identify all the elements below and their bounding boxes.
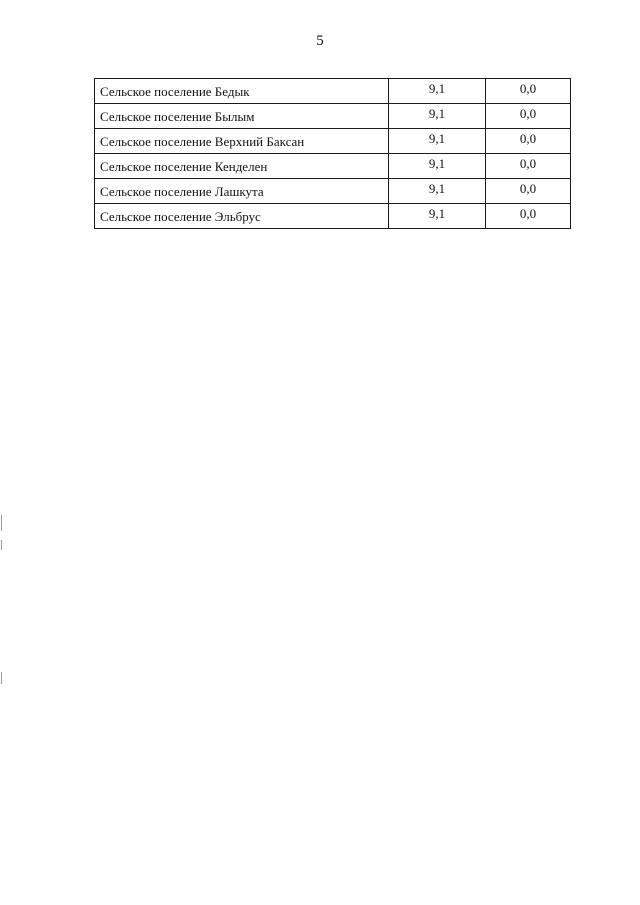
value-1-cell: 9,1 — [389, 129, 486, 154]
table-row — [95, 154, 571, 179]
scan-edge-mark — [1, 672, 2, 684]
table-row — [95, 79, 571, 104]
scan-edge-mark — [1, 515, 2, 531]
settlement-name-cell: Сельское поселение Бедык — [95, 79, 389, 104]
value-1-cell: 9,1 — [389, 104, 486, 129]
settlement-name-cell: Сельское поселение Эльбрус — [95, 204, 389, 229]
value-2-cell: 0,0 — [486, 79, 571, 104]
value-1-cell: 9,1 — [389, 179, 486, 204]
value-1-cell: 9,1 — [389, 204, 486, 229]
value-2-cell: 0,0 — [486, 204, 571, 229]
settlement-name-cell: Сельское поселение Верхний Баксан — [95, 129, 389, 154]
value-2-cell: 0,0 — [486, 104, 571, 129]
settlement-name-cell: Сельское поселение Кенделен — [95, 154, 389, 179]
table-row — [95, 129, 571, 154]
page-number: 5 — [316, 33, 324, 49]
table-row — [95, 104, 571, 129]
value-2-cell: 0,0 — [486, 154, 571, 179]
settlements-table — [94, 78, 571, 229]
value-2-cell: 0,0 — [486, 179, 571, 204]
scan-edge-mark — [1, 540, 2, 550]
settlement-name-cell: Сельское поселение Былым — [95, 104, 389, 129]
value-2-cell: 0,0 — [486, 129, 571, 154]
value-1-cell: 9,1 — [389, 154, 486, 179]
table-row — [95, 204, 571, 229]
value-1-cell: 9,1 — [389, 79, 486, 104]
settlement-name-cell: Сельское поселение Лашкута — [95, 179, 389, 204]
table-row — [95, 179, 571, 204]
